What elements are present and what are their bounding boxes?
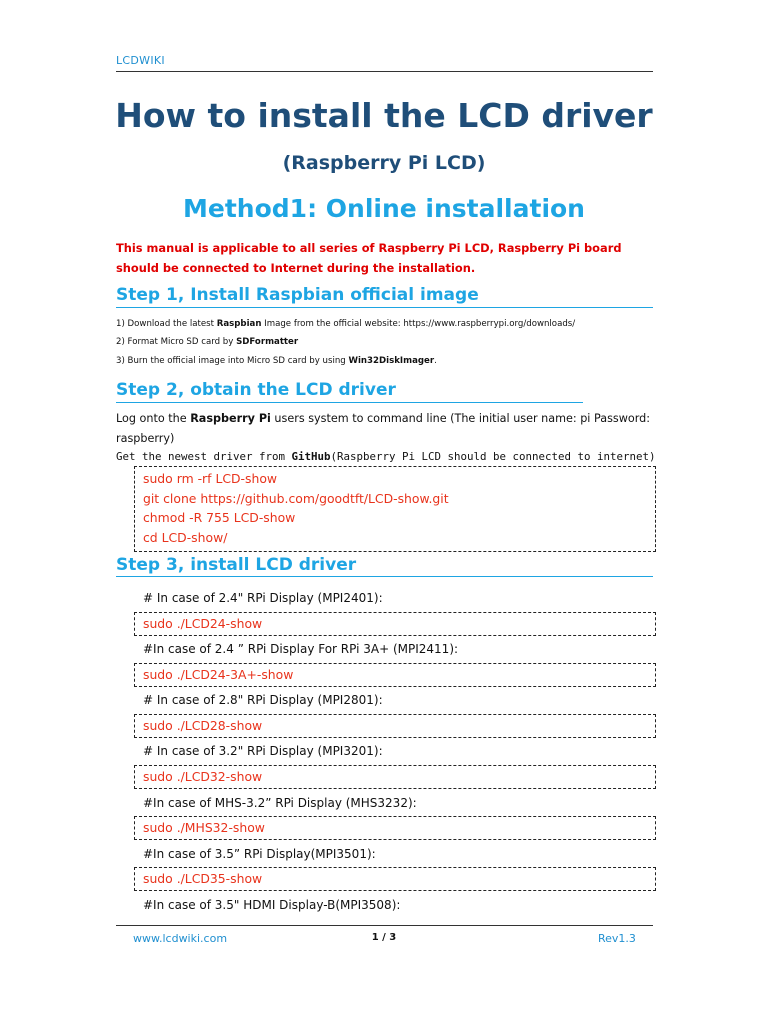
code-line: sudo rm -rf LCD-show — [143, 471, 278, 486]
step2-code-block — [134, 466, 656, 552]
code-line: chmod -R 755 LCD-show — [143, 510, 296, 525]
case-label-mpi3501: #In case of 3.5” RPi Display(MPI3501): — [143, 847, 376, 861]
code-line: git clone https://github.com/goodtft/LCD-show.git — [143, 490, 449, 506]
code-line: sudo ./LCD24-show — [143, 616, 263, 631]
code-line: sudo ./LCD24-3A+-show — [143, 667, 294, 682]
step2-get-line: Get the newest driver from GitHub(Raspberry Pi LCD should be connected to internet) — [116, 450, 656, 463]
cmd-box-mpi2801 — [134, 714, 656, 738]
footer-url[interactable]: www.lcdwiki.com — [133, 932, 228, 945]
step1-item-2: 2) Format Micro SD card by SDFormatter — [116, 337, 299, 347]
cmd-box-mpi2401 — [134, 612, 656, 636]
step1-item-1: 1) Download the latest Raspbian Image from the official website: https://www.raspberrypi.org/downloads/ — [116, 319, 576, 329]
step2-heading: Step 2, obtain the LCD driver — [116, 380, 396, 400]
step2-underline — [116, 402, 583, 403]
step2-paragraph: Log onto the Raspberry Pi users system to command line (The initial user name: pi Password: raspberry) — [116, 412, 650, 445]
case-label-mpi3508: #In case of 3.5" HDMI Display-B(MPI3508): — [143, 898, 401, 912]
cmd-box-mpi2411 — [134, 663, 656, 687]
cmd-box-mpi3501 — [134, 867, 656, 891]
case-label-mhs3232: #In case of MHS-3.2” RPi Display (MHS3232): — [143, 796, 417, 810]
step1-heading: Step 1, Install Raspbian official image — [116, 285, 479, 305]
case-label-mpi2801: # In case of 2.8" RPi Display (MPI2801): — [143, 693, 383, 707]
step3-underline — [116, 576, 653, 577]
code-line: sudo ./MHS32-show — [143, 820, 265, 835]
cmd-box-mpi3201 — [134, 765, 656, 789]
step3-heading: Step 3, install LCD driver — [116, 555, 357, 575]
footer-divider — [116, 925, 653, 926]
code-line: sudo ./LCD35-show — [143, 871, 263, 886]
page-subtitle: (Raspberry Pi LCD) — [282, 152, 486, 174]
footer-revision: Rev1.3 — [598, 932, 636, 945]
notice-text: This manual is applicable to all series of Raspberry Pi LCD, Raspberry Pi board should be connected to Internet during the installation. — [116, 241, 622, 275]
step1-item-3: 3) Burn the official image into Micro SD card by using Win32DiskImager. — [116, 356, 437, 366]
header-divider — [116, 71, 653, 72]
header-brand: LCDWIKI — [116, 54, 165, 67]
page-number: 1 / 3 — [371, 932, 397, 943]
code-line: cd LCD-show/ — [143, 529, 228, 545]
case-label-mpi3201: # In case of 3.2" RPi Display (MPI3201): — [143, 744, 383, 758]
case-label-mpi2411: #In case of 2.4 ” RPi Display For RPi 3A+ (MPI2411): — [143, 642, 459, 656]
page-title: How to install the LCD driver — [115, 96, 653, 135]
step1-underline — [116, 307, 653, 308]
code-line: sudo ./LCD32-show — [143, 769, 263, 784]
code-line: sudo ./LCD28-show — [143, 718, 263, 733]
method-heading: Method1: Online installation — [183, 194, 585, 223]
cmd-box-mhs3232 — [134, 816, 656, 840]
case-label-mpi2401: # In case of 2.4" RPi Display (MPI2401): — [143, 591, 383, 605]
